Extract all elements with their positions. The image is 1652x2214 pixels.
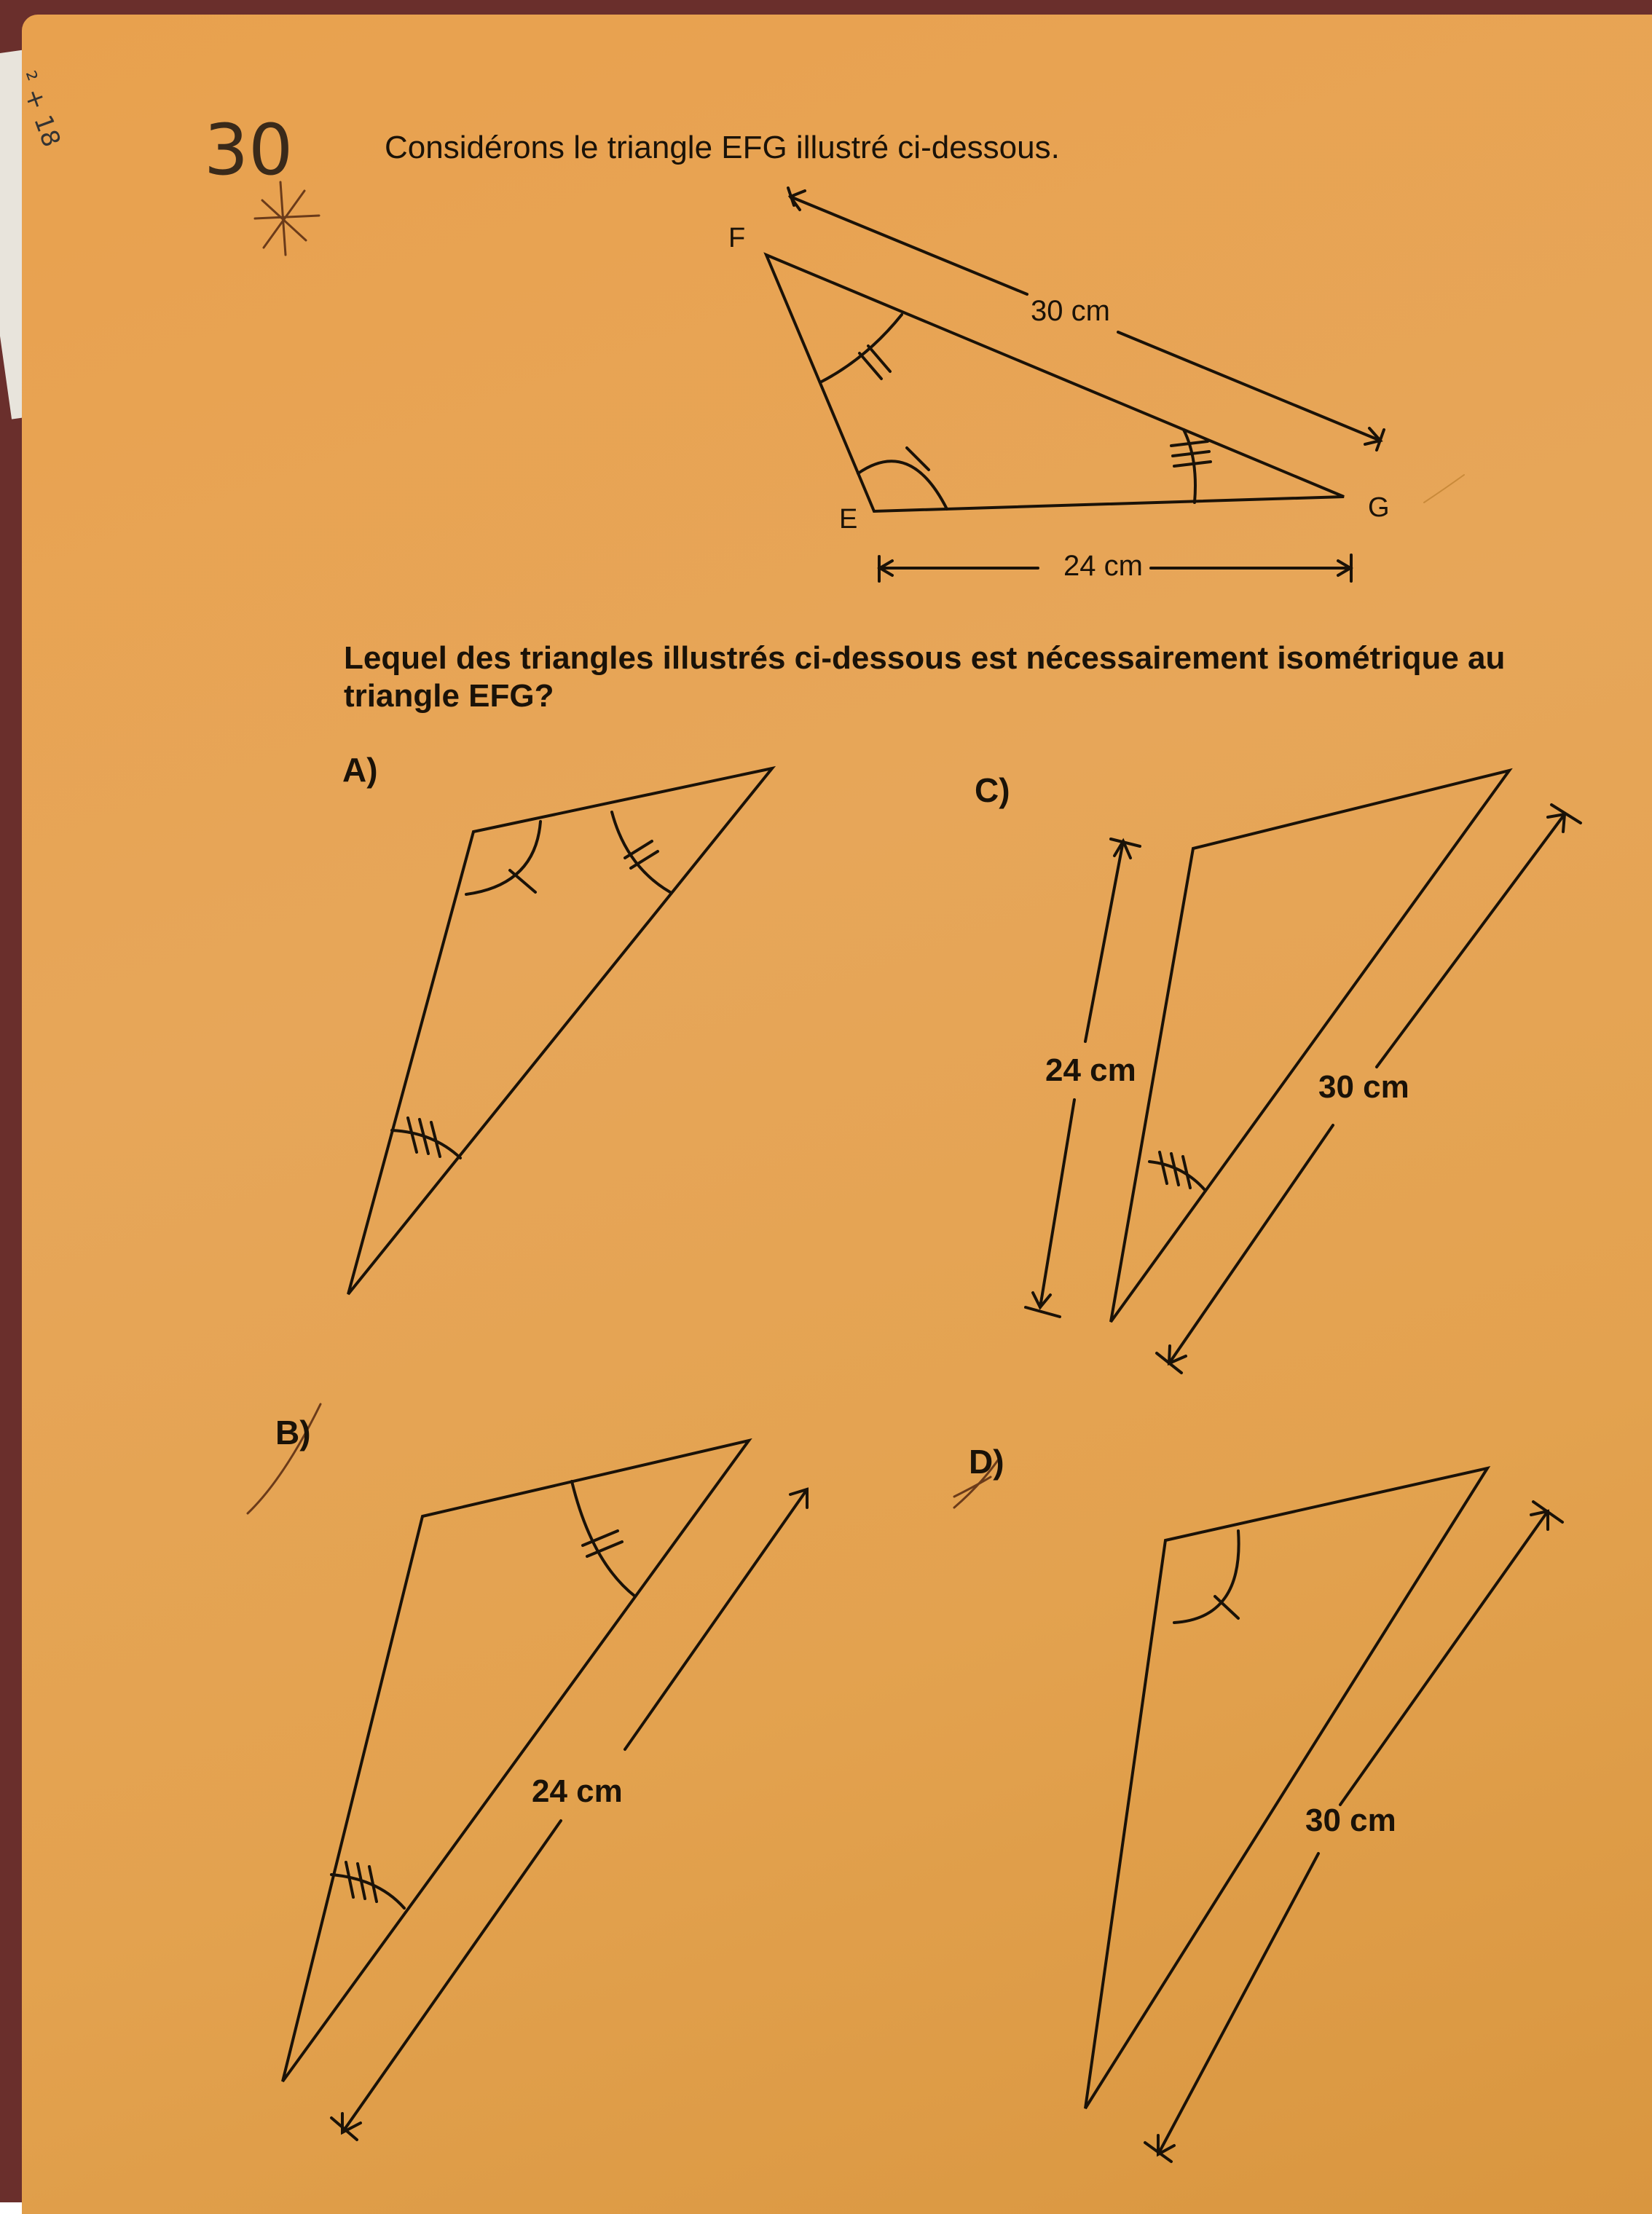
option-b-label: B) xyxy=(275,1414,311,1451)
triangle-b xyxy=(283,1441,749,2081)
option-a-label: A) xyxy=(342,751,378,789)
question-intro: Considérons le triangle EFG illustré ci-dessous. xyxy=(385,130,1060,165)
side-fg-label: 30 cm xyxy=(1031,295,1110,327)
option-c-side-left: 24 cm xyxy=(1045,1052,1136,1088)
star-mark xyxy=(255,182,319,255)
option-c-side-right: 30 cm xyxy=(1318,1069,1409,1105)
triangle-efg xyxy=(766,255,1344,511)
triangle-d xyxy=(1085,1468,1487,2108)
option-d-label: D) xyxy=(969,1443,1004,1481)
vertex-e-label: E xyxy=(839,504,858,535)
corner-note: ² + 18 xyxy=(12,67,66,151)
triangle-c xyxy=(1111,771,1509,1322)
option-d-side: 30 cm xyxy=(1305,1803,1396,1838)
question-prompt: Lequel des triangles illustrés ci-dessous est nécessairement isométrique au triangle EFG? xyxy=(344,640,1506,714)
vertex-g-label: G xyxy=(1368,492,1390,523)
triangle-a xyxy=(348,768,772,1294)
vertex-f-label: F xyxy=(728,223,746,253)
option-c-label: C) xyxy=(975,771,1010,809)
question-number: 30 xyxy=(204,109,294,191)
option-b-side: 24 cm xyxy=(532,1773,623,1809)
side-eg-label: 24 cm xyxy=(1063,550,1143,582)
